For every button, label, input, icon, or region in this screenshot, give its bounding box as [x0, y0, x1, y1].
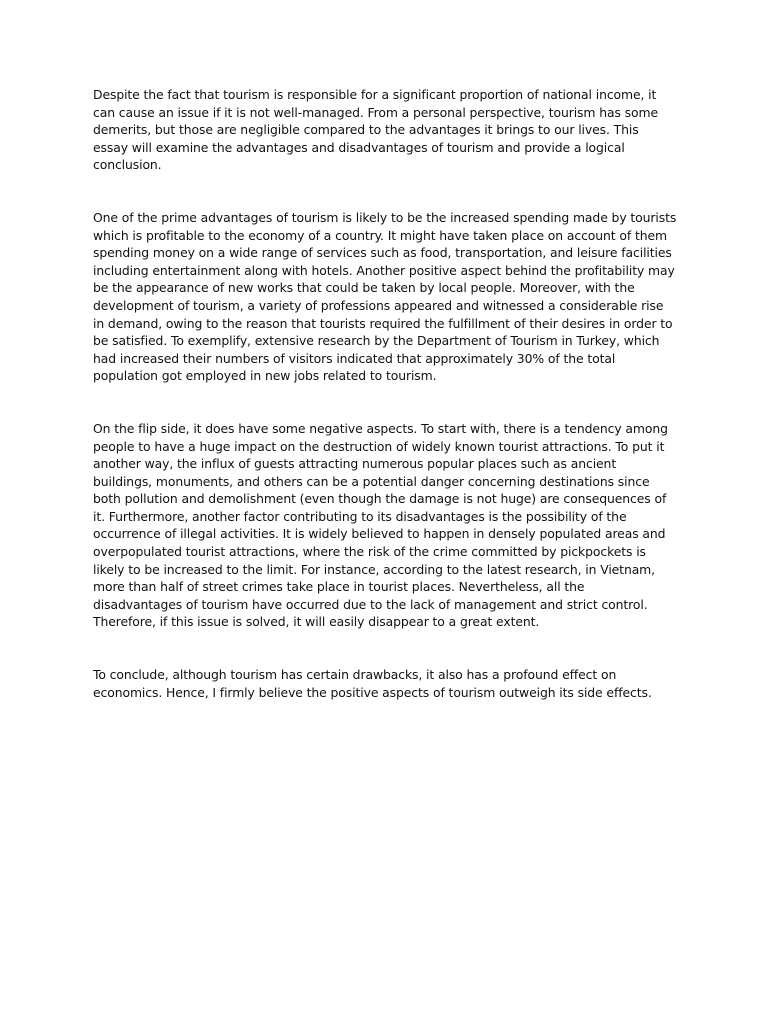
paragraph-disadvantages: On the flip side, it does have some negative aspects. To start with, there is a tendency among people to have a huge impact on the destruction of widely known tourist attractions. To put it another way, the influx of guests attracting numerous popular places such as ancient buildings, monuments, and others can be a potential danger concerning destinations since both pollution and demolishment (even though the damage is not huge) are consequences of it. Furthermore, another factor contributing to its disadvantages is the possibility of the occurrence of illegal activities. It is widely believed to happen in densely populated areas and overpopulated tourist attractions, where the risk of the crime committed by pickpockets is likely to be increased to the limit. For instance, according to the latest research, in Vietnam, more than half of street crimes take place in tourist places. Nevertheless, all the disadvantages of tourism have occurred due to the lack of management and strict control. Therefore, if this issue is solved, it will easily disappear to a great extent.	[93, 420, 668, 630]
paragraph-advantages: One of the prime advantages of tourism is likely to be the increased spending made by tourists which is profitable to the economy of a country. It might have taken place on account of them spending money on a wide range of services such as food, transportation, and leisure facilities including entertainment along with hotels. Another positive aspect behind the profitability may be the appearance of new works that could be taken by local people. Moreover, with the development of tourism, a variety of professions appeared and witnessed a considerable rise in demand, owing to the reason that tourists required the fulfillment of their desires in order to be satisfied. To exemplify, extensive research by the Department of Tourism in Turkey, which had increased their numbers of visitors indicated that approximately 30% of the total population got employed in new jobs related to tourism.	[93, 209, 677, 384]
paragraph-introduction: Despite the fact that tourism is responsible for a significant proportion of national income, it can cause an issue if it is not well-managed. From a personal perspective, tourism has some demerits, but those are negligible compared to the advantages it brings to our lives. This essay will examine the advantages and disadvantages of tourism and provide a logical conclusion.	[93, 87, 658, 173]
essay-body	[93, 86, 677, 701]
paragraph-conclusion: To conclude, although tourism has certain drawbacks, it also has a profound effect on economics. Hence, I firmly believe the positive aspects of tourism outweigh its side effects.	[93, 667, 652, 700]
